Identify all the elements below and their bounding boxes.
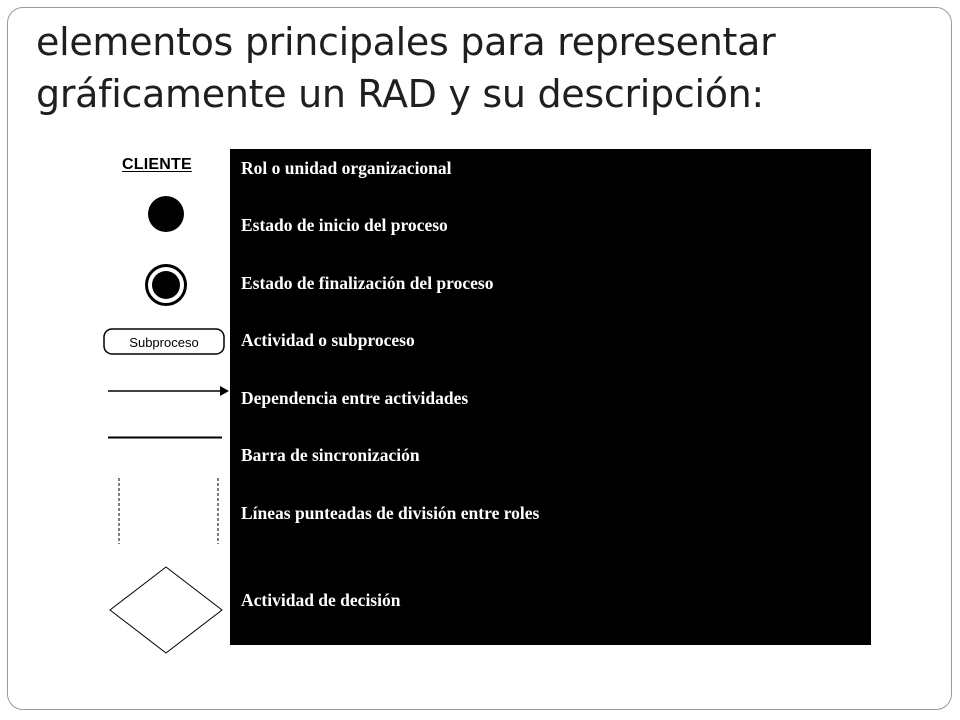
dependency-arrow-icon (108, 384, 230, 398)
sync-bar-icon (108, 434, 224, 442)
description-role-dividers: Líneas punteadas de división entre roles (241, 503, 540, 523)
description-dependency: Dependencia entre actividades (241, 388, 469, 408)
title-line-2: gráficamente un RAD y su descripción: (36, 72, 764, 116)
description-role: Rol o unidad organizacional (241, 158, 452, 178)
description-sync-bar: Barra de sincronización (241, 445, 420, 465)
description-subprocess: Actividad o subproceso (241, 330, 415, 350)
role-symbol-label: CLIENTE (122, 156, 192, 173)
role-divider-lines-icon (114, 478, 224, 544)
description-start-state: Estado de inicio del proceso (241, 215, 448, 235)
subprocess-label: Subproceso (129, 335, 199, 350)
description-panel (230, 149, 871, 645)
title-line-1: elementos principales para representar (36, 20, 776, 64)
end-state-icon (144, 263, 188, 307)
start-state-icon (146, 194, 186, 234)
page-title (36, 16, 916, 120)
description-decision: Actividad de decisión (241, 590, 401, 610)
decision-diamond-icon (107, 565, 225, 655)
subprocess-icon (102, 327, 228, 357)
description-end-state: Estado de finalización del proceso (241, 273, 494, 293)
